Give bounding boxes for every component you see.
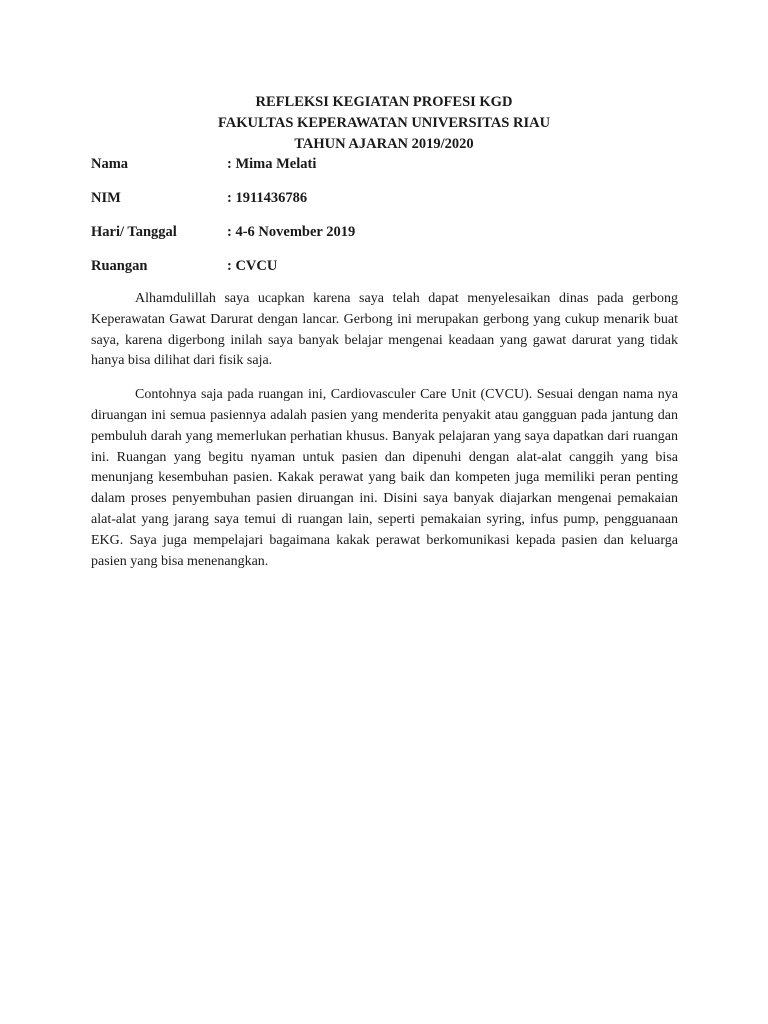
field-label: NIM [91,190,121,206]
header-academic-year: TAHUN AJARAN 2019/2020 [294,136,474,152]
header-faculty: FAKULTAS KEPERAWATAN UNIVERSITAS RIAU [217,115,551,131]
field-value: : Mima Melati [227,156,317,172]
field-row-nama [91,154,691,188]
field-value: : 4-6 November 2019 [227,224,356,240]
document-header [0,92,768,155]
field-label: Ruangan [91,258,148,274]
header-title: REFLEKSI KEGIATAN PROFESI KGD [255,94,513,110]
identity-fields [91,154,691,290]
paragraph: Alhamdulillah saya ucapkan karena saya telah dapat menyelesaikan dinas pada gerbong Keperawatan Gawat Darurat dengan lancar. Gerbong ini merupakan gerbong yang cukup menarik buat saya, karena digerbong inilah saya banyak belajar mengenai keadaan yang gawat darurat yang tidak hanya bisa dilihat dari fisik saja. [91,291,678,369]
field-value: : CVCU [227,258,278,274]
field-row-hari-tanggal [91,222,691,256]
field-row-ruangan [91,256,691,290]
field-label: Hari/ Tanggal [91,224,177,240]
paragraph: Contohnya saja pada ruangan ini, Cardiovasculer Care Unit (CVCU). Sesuai dengan nama nya diruangan ini semua pasiennya adalah pasien yang menderita penyakit atau gangguan pada jantung dan pembuluh darah yang memerlukan perhatian khusus. Banyak pelajaran yang saya dapatkan dari ruangan ini. Ruangan yang begitu nyaman untuk pasien dan dipenuhi dengan alat-alat canggih yang bisa menunjang kesembuhan pasien. Kakak perawat yang baik dan kompeten juga memiliki peran penting dalam proses penyembuhan pasien diruangan ini. Disini saya banyak diajarkan mengenai pemakaian alat-alat yang jarang saya temui di ruangan lain, seperti pemakaian syring, infus pump, pengguanaan EKG. Saya juga mempelajari bagaimana kakak perawat berkomunikasi kepada pasien dan keluarga pasien yang bisa menenangkan. [91,387,678,569]
field-value: : 1911436786 [227,190,308,206]
field-label: Nama [91,156,129,172]
field-row-nim [91,188,691,222]
reflection-body [91,289,678,585]
